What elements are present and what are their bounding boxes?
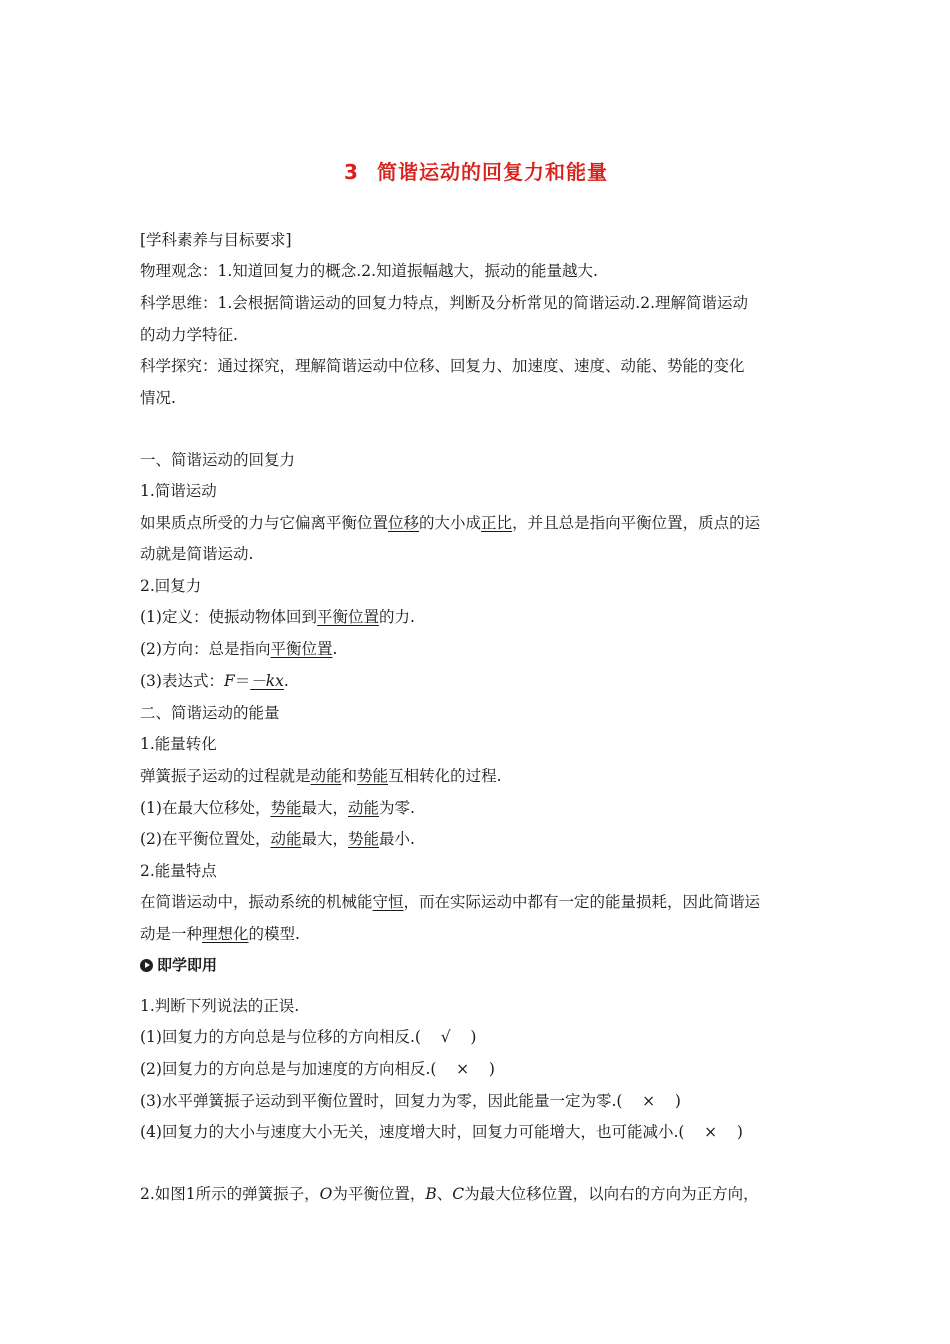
energy-equilibrium: (2)在平衡位置处，动能最大，势能最小.	[140, 830, 415, 848]
statement-4: (4)回复力的大小与速度大小无关，速度增大时，回复力可能增大，也可能减小.( × )	[140, 1123, 743, 1141]
practice-question-1: 1.判断下列说法的正误.	[140, 997, 300, 1015]
answer-4: ×	[704, 1123, 718, 1141]
blank-displacement: 位移	[388, 514, 420, 532]
restoring-force-direction: (2)方向：总是指向平衡位置.	[140, 640, 338, 658]
statement-1: (1)回复力的方向总是与位移的方向相反.( √ )	[140, 1028, 477, 1046]
goal-science-thinking-line1: 科学思维：1.会根据简谐运动的回复力特点，判断及分析常见的简谐运动.2.理解简谐运动	[140, 294, 749, 312]
title-text: 简谐运动的回复力和能量	[376, 160, 608, 184]
part1-sub1: 1.简谐运动	[140, 482, 217, 500]
blank-proportional: 正比	[481, 514, 513, 532]
blank-formula: －kx	[250, 672, 284, 690]
title-number: 3	[344, 160, 359, 184]
blank-kinetic-2: 动能	[348, 799, 380, 817]
play-circle-icon	[140, 959, 153, 972]
statement-2: (2)回复力的方向总是与加速度的方向相反.( × )	[140, 1060, 495, 1078]
energy-feature-line2: 动是一种理想化的模型.	[140, 925, 300, 943]
blank-potential-1: 势能	[357, 767, 389, 785]
blank-potential-3: 势能	[348, 830, 380, 848]
blank-equilibrium-1: 平衡位置	[316, 608, 379, 626]
blank-potential-2: 势能	[270, 799, 302, 817]
restoring-force-expression: (3)表达式：F＝－kx.	[140, 672, 289, 690]
blank-kinetic-1: 动能	[310, 767, 342, 785]
shm-definition-line1: 如果质点所受的力与它偏离平衡位置位移的大小成正比，并且总是指向平衡位置，质点的运	[140, 514, 761, 532]
goal-physics-concept: 物理观念：1.知道回复力的概念.2.知道振幅越大，振动的能量越大.	[140, 262, 598, 280]
practice-question-2: 2.如图1所示的弹簧振子，O为平衡位置，B、C为最大位移位置，以向右的方向为正方向，	[140, 1185, 759, 1203]
goal-science-inquiry-line1: 科学探究：通过探究，理解简谐运动中位移、回复力、加速度、速度、动能、势能的变化	[140, 357, 745, 375]
goal-science-thinking-line2: 的动力学特征.	[140, 326, 238, 344]
part1-sub2: 2.回复力	[140, 577, 202, 595]
part2-sub1: 1.能量转化	[140, 735, 217, 753]
part2-heading: 二、简谐运动的能量	[140, 704, 280, 722]
practice-heading: 即学即用	[140, 955, 217, 975]
answer-2: ×	[456, 1060, 470, 1078]
blank-kinetic-3: 动能	[270, 830, 302, 848]
restoring-force-definition: (1)定义：使振动物体回到平衡位置的力.	[140, 608, 415, 626]
energy-max-displacement: (1)在最大位移处，势能最大，动能为零.	[140, 799, 415, 817]
blank-idealized: 理想化	[202, 925, 249, 943]
energy-transform-text: 弹簧振子运动的过程就是动能和势能互相转化的过程.	[140, 767, 502, 785]
statement-3: (3)水平弹簧振子运动到平衡位置时，回复力为零，因此能量一定为零.( × )	[140, 1092, 681, 1110]
part2-sub2: 2.能量特点	[140, 862, 217, 880]
shm-definition-line2: 动就是简谐运动.	[140, 545, 254, 563]
answer-3: ×	[642, 1092, 656, 1110]
blank-equilibrium-2: 平衡位置	[270, 640, 333, 658]
energy-feature-line1: 在简谐运动中，振动系统的机械能守恒，而在实际运动中都有一定的能量损耗，因此简谐运	[140, 893, 761, 911]
goals-heading: [学科素养与目标要求]	[140, 231, 292, 249]
answer-1: √	[440, 1028, 451, 1046]
part1-heading: 一、简谐运动的回复力	[140, 451, 296, 469]
goal-science-inquiry-line2: 情况.	[140, 389, 176, 407]
blank-conserved: 守恒	[372, 893, 404, 911]
page-title	[140, 156, 812, 185]
